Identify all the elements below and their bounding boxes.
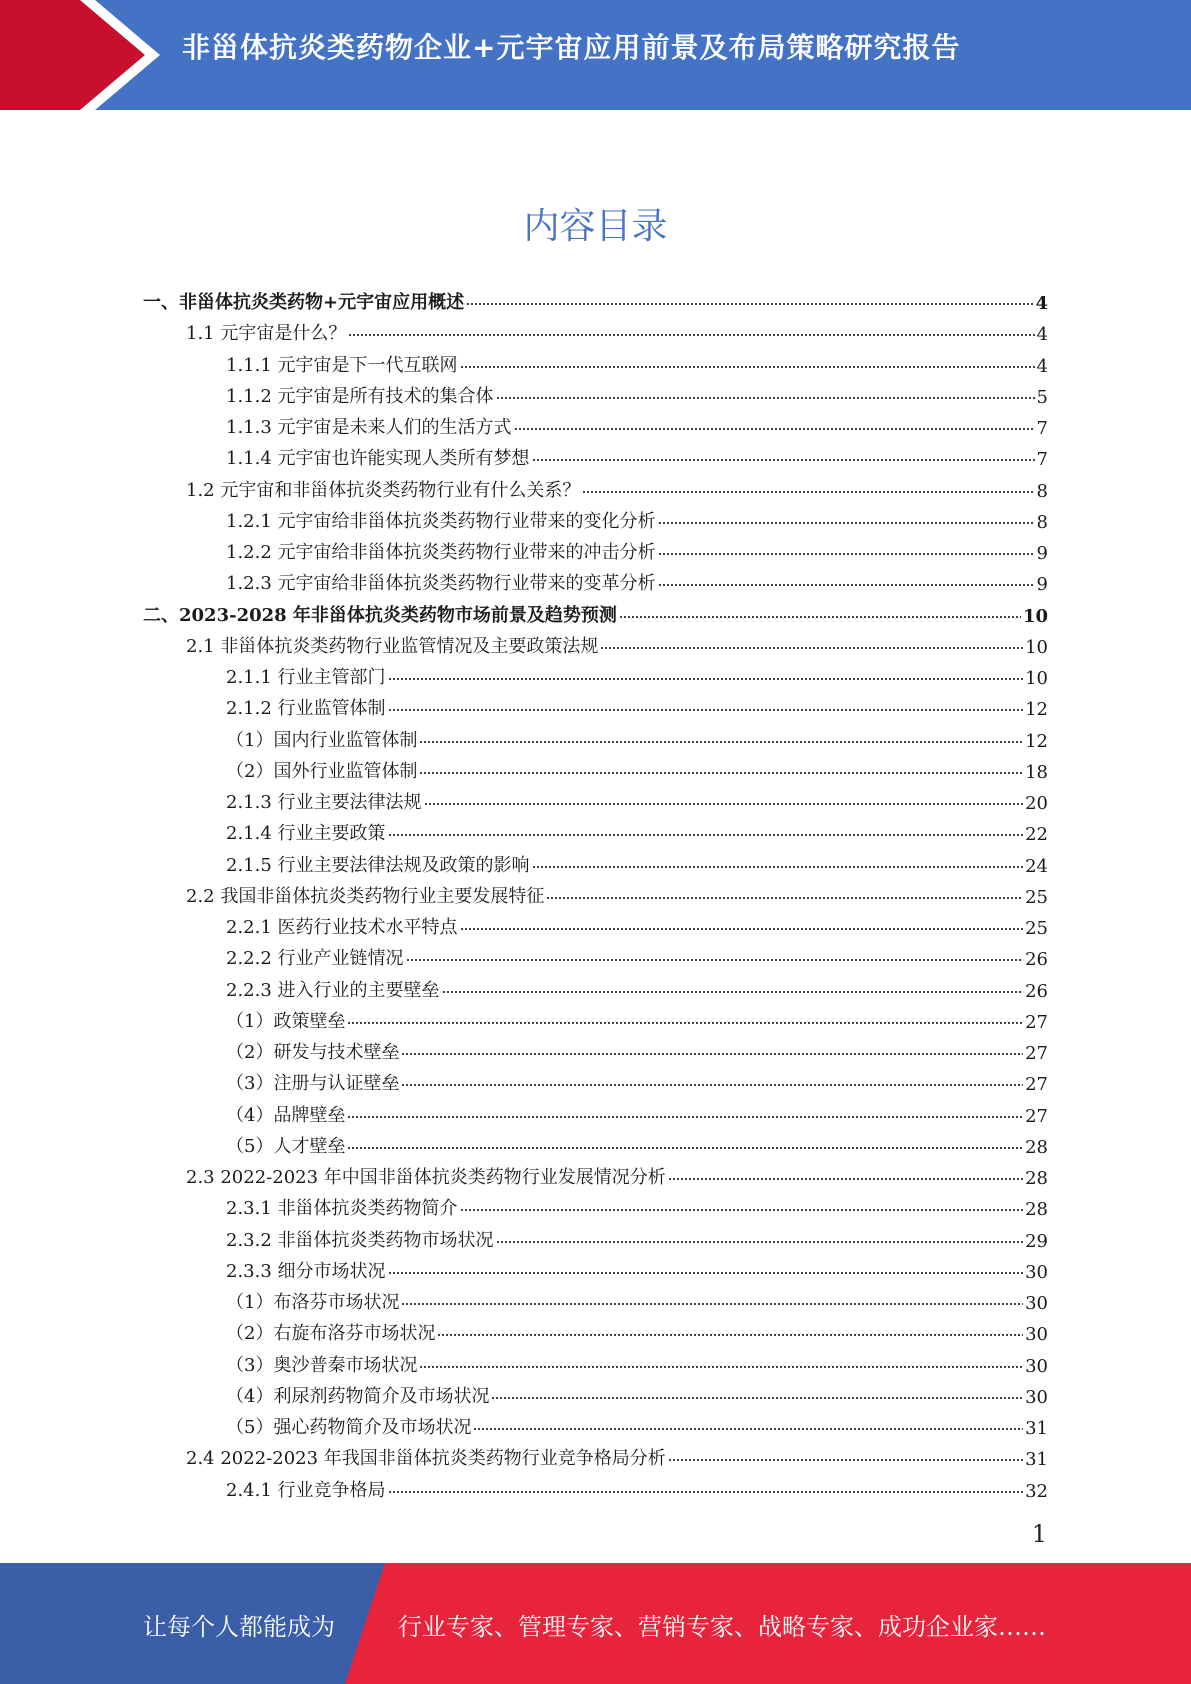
toc-entry-label: （2）右旋布洛芬市场状况 (226, 1323, 436, 1344)
toc-entry-page: 4 (1036, 356, 1048, 377)
toc-leader-dots (388, 705, 1024, 715)
toc-leader-dots (424, 799, 1024, 809)
toc-leader-dots (419, 737, 1023, 747)
toc-leader-dots (619, 612, 1021, 622)
toc-leader-dots (388, 1268, 1024, 1278)
toc-entry[interactable] (226, 846, 1048, 877)
toc-leader-dots (419, 768, 1023, 778)
toc-entry-page: 27 (1025, 1043, 1048, 1064)
toc-entry[interactable] (226, 564, 1048, 595)
toc-entry-label: 2.4.1 行业竞争格局 (226, 1480, 386, 1501)
toc-entry-label: （4）品牌壁垒 (226, 1105, 346, 1126)
toc-entry[interactable] (226, 346, 1048, 377)
toc-entry-page: 12 (1025, 731, 1048, 752)
toc-leader-dots (437, 1330, 1023, 1340)
toc-entry[interactable] (226, 783, 1048, 814)
toc-entry-label: 1.2.2 元宇宙给非甾体抗炎类药物行业带来的冲击分析 (226, 542, 656, 563)
toc-entry-page: 9 (1036, 543, 1048, 564)
toc-entry-page: 25 (1025, 918, 1048, 939)
toc-entry-page: 27 (1025, 1106, 1048, 1127)
toc-entry[interactable] (186, 1439, 1048, 1470)
toc-entry[interactable] (226, 1221, 1048, 1252)
toc-entry[interactable] (186, 627, 1048, 658)
toc-entry-label: 1.1.1 元宇宙是下一代互联网 (226, 355, 458, 376)
toc-entry-label: 1.1.2 元宇宙是所有技术的集合体 (226, 386, 494, 407)
toc-entry-page: 30 (1025, 1324, 1048, 1345)
report-title: 非甾体抗炎类药物企业+元宇宙应用前景及布局策略研究报告 (182, 31, 961, 64)
toc-entry-label: 2.1.3 行业主要法律法规 (226, 792, 422, 813)
toc-entry-label: 二、2023-2028 年非甾体抗炎类药物市场前景及趋势预测 (143, 605, 617, 626)
toc-entry-label: 1.2.3 元宇宙给非甾体抗炎类药物行业带来的变革分析 (226, 573, 656, 594)
toc-entry-label: （1）布洛芬市场状况 (226, 1292, 400, 1313)
toc-entry-label: （2）研发与技术壁垒 (226, 1042, 400, 1063)
toc-leader-dots (473, 1424, 1023, 1434)
toc-entry[interactable] (226, 814, 1048, 845)
page-number: 1 (1031, 1520, 1047, 1548)
toc-entry[interactable] (226, 908, 1048, 939)
toc-entry[interactable] (226, 1033, 1048, 1064)
toc-leader-dots (388, 674, 1024, 684)
toc-entry-label: 2.1.2 行业监管体制 (226, 698, 386, 719)
toc-entry-page: 27 (1025, 1074, 1048, 1095)
toc-entry-label: 2.2.2 行业产业链情况 (226, 948, 404, 969)
toc-leader-dots (442, 987, 1024, 997)
toc-entry[interactable] (226, 1189, 1048, 1220)
toc-entry-page: 10 (1025, 668, 1048, 689)
toc-entry-page: 31 (1025, 1449, 1048, 1470)
toc-entry-label: 一、非甾体抗炎类药物+元宇宙应用概述 (143, 292, 465, 313)
toc-entry-page: 25 (1025, 887, 1048, 908)
toc-leader-dots (401, 1299, 1023, 1309)
toc-leader-dots (658, 580, 1035, 590)
toc-entry-page: 27 (1025, 1012, 1048, 1033)
toc-entry-label: （1）国内行业监管体制 (226, 730, 418, 751)
toc-title: 内容目录 (523, 206, 668, 247)
toc-entry[interactable] (226, 1127, 1048, 1158)
toc-entry-page: 30 (1025, 1262, 1048, 1283)
toc-leader-dots (466, 299, 1033, 309)
toc-leader-dots (496, 1237, 1024, 1247)
toc-entry[interactable] (226, 1346, 1048, 1377)
toc-entry-page: 30 (1025, 1356, 1048, 1377)
toc-leader-dots (406, 955, 1024, 965)
toc-entry-page: 29 (1025, 1231, 1048, 1252)
toc-entry-label: 2.3.1 非甾体抗炎类药物简介 (226, 1198, 458, 1219)
toc-entry-page: 8 (1036, 481, 1048, 502)
toc-entry-page: 26 (1025, 949, 1048, 970)
toc-entry[interactable] (143, 596, 1048, 627)
toc-leader-dots (401, 1080, 1023, 1090)
toc-entry[interactable] (226, 408, 1048, 439)
toc-entry-label: 2.2.3 进入行业的主要壁垒 (226, 980, 440, 1001)
toc-leader-dots (401, 1049, 1023, 1059)
toc-entry[interactable] (186, 1158, 1048, 1189)
toc-entry-label: （5）人才壁垒 (226, 1136, 346, 1157)
toc-leader-dots (658, 518, 1035, 528)
toc-entry-page: 7 (1036, 418, 1048, 439)
toc-leader-dots (658, 549, 1035, 559)
toc-entry-page: 18 (1025, 762, 1048, 783)
toc-entry[interactable] (226, 689, 1048, 720)
toc-leader-dots (348, 330, 1034, 340)
toc-entry-page: 32 (1025, 1481, 1048, 1502)
toc-entry[interactable] (226, 533, 1048, 564)
toc-entry-page: 24 (1025, 856, 1048, 877)
toc-entry-label: （1）政策壁垒 (226, 1011, 346, 1032)
toc-entry-page: 10 (1025, 637, 1048, 658)
toc-entry[interactable] (226, 1064, 1048, 1095)
toc-entry-label: （4）利尿剂药物简介及市场状况 (226, 1386, 490, 1407)
footer-slogan-right: 行业专家、管理专家、营销专家、战略专家、成功企业家…… (398, 1613, 1046, 1641)
toc-entry[interactable] (226, 721, 1048, 752)
toc-entry-label: 2.1.4 行业主要政策 (226, 823, 386, 844)
toc-leader-dots (532, 862, 1024, 872)
toc-entry-page: 22 (1025, 824, 1048, 845)
toc-entry-label: 2.1 非甾体抗炎类药物行业监管情况及主要政策法规 (186, 636, 599, 657)
toc-entry-page: 7 (1036, 449, 1048, 470)
toc-entry[interactable] (226, 502, 1048, 533)
toc-leader-dots (347, 1143, 1023, 1153)
toc-entry-page: 10 (1022, 606, 1048, 627)
toc-entry-label: 1.1 元宇宙是什么？ (186, 323, 347, 344)
toc-leader-dots (496, 393, 1035, 403)
toc-entry[interactable] (226, 1408, 1048, 1439)
toc-entry-label: 2.3 2022-2023 年中国非甾体抗炎类药物行业发展情况分析 (186, 1167, 666, 1188)
toc-entry-page: 30 (1025, 1387, 1048, 1408)
toc-entry[interactable] (143, 283, 1048, 314)
toc-leader-dots (532, 455, 1035, 465)
toc-entry-page: 4 (1035, 293, 1048, 314)
toc-entry-label: （3）注册与认证壁垒 (226, 1073, 400, 1094)
toc-entry[interactable] (226, 439, 1048, 470)
footer-slogan-left: 让每个人都能成为 (143, 1613, 335, 1641)
toc-entry-page: 20 (1025, 793, 1048, 814)
toc-leader-dots (514, 424, 1035, 434)
toc-entry[interactable] (226, 752, 1048, 783)
toc-entry-page: 5 (1036, 387, 1048, 408)
toc-entry[interactable] (226, 971, 1048, 1002)
toc-entry-page: 4 (1036, 324, 1048, 345)
toc-leader-dots (419, 1362, 1023, 1372)
toc-leader-dots (388, 1487, 1024, 1497)
toc-leader-dots (460, 1205, 1024, 1215)
toc-leader-dots (668, 1455, 1023, 1465)
header-banner (0, 0, 1191, 110)
toc-entry[interactable] (226, 377, 1048, 408)
toc-entry[interactable] (226, 658, 1048, 689)
toc-leader-dots (460, 924, 1024, 934)
toc-entry[interactable] (186, 314, 1048, 345)
toc-entry-page: 28 (1025, 1168, 1048, 1189)
toc-entry[interactable] (226, 1314, 1048, 1345)
toc-entry-label: （5）强心药物简介及市场状况 (226, 1417, 472, 1438)
toc-entry-label: 2.3.2 非甾体抗炎类药物市场状况 (226, 1230, 494, 1251)
toc-entry[interactable] (226, 1002, 1048, 1033)
toc-leader-dots (388, 830, 1024, 840)
toc-entry[interactable] (226, 1283, 1048, 1314)
toc-leader-dots (491, 1393, 1023, 1403)
toc-entry-page: 9 (1036, 574, 1048, 595)
toc-entry-page: 12 (1025, 699, 1048, 720)
toc-entry[interactable] (186, 877, 1048, 908)
toc-entry-page: 8 (1036, 512, 1048, 533)
toc-entry-label: 1.1.3 元宇宙是未来人们的生活方式 (226, 417, 512, 438)
footer-banner (0, 1563, 1191, 1684)
toc-entry-label: 2.1.5 行业主要法律法规及政策的影响 (226, 855, 530, 876)
toc-entry-label: 2.1.1 行业主管部门 (226, 667, 386, 688)
toc-entry-page: 31 (1025, 1418, 1048, 1439)
toc-entry[interactable] (186, 471, 1048, 502)
toc-entry-page: 30 (1025, 1293, 1048, 1314)
toc-entry-label: 2.3.3 细分市场状况 (226, 1261, 386, 1282)
toc-entry[interactable] (226, 939, 1048, 970)
toc-entry-label: 2.4 2022-2023 年我国非甾体抗炎类药物行业竞争格局分析 (186, 1448, 666, 1469)
toc-entry-label: 2.2.1 医药行业技术水平特点 (226, 917, 458, 938)
toc-leader-dots (546, 893, 1023, 903)
toc-entry[interactable] (226, 1471, 1048, 1502)
toc-leader-dots (347, 1018, 1023, 1028)
toc-entry-label: 1.1.4 元宇宙也许能实现人类所有梦想 (226, 448, 530, 469)
toc-entry-page: 28 (1025, 1199, 1048, 1220)
toc-entry-label: 1.2.1 元宇宙给非甾体抗炎类药物行业带来的变化分析 (226, 511, 656, 532)
toc-leader-dots (600, 643, 1023, 653)
toc-entry-label: （3）奥沙普秦市场状况 (226, 1355, 418, 1376)
toc-leader-dots (668, 1174, 1023, 1184)
toc-leader-dots (460, 362, 1035, 372)
toc-leader-dots (347, 1112, 1023, 1122)
toc-entry-label: 2.2 我国非甾体抗炎类药物行业主要发展特征 (186, 886, 545, 907)
toc-entry[interactable] (226, 1252, 1048, 1283)
toc-entry-label: 1.2 元宇宙和非甾体抗炎类药物行业有什么关系？ (186, 480, 581, 501)
toc-entry-label: （2）国外行业监管体制 (226, 761, 418, 782)
toc-entry[interactable] (226, 1377, 1048, 1408)
toc-entry[interactable] (226, 1096, 1048, 1127)
toc-entry-page: 26 (1025, 981, 1048, 1002)
toc-entry-page: 28 (1025, 1137, 1048, 1158)
toc-leader-dots (582, 487, 1034, 497)
